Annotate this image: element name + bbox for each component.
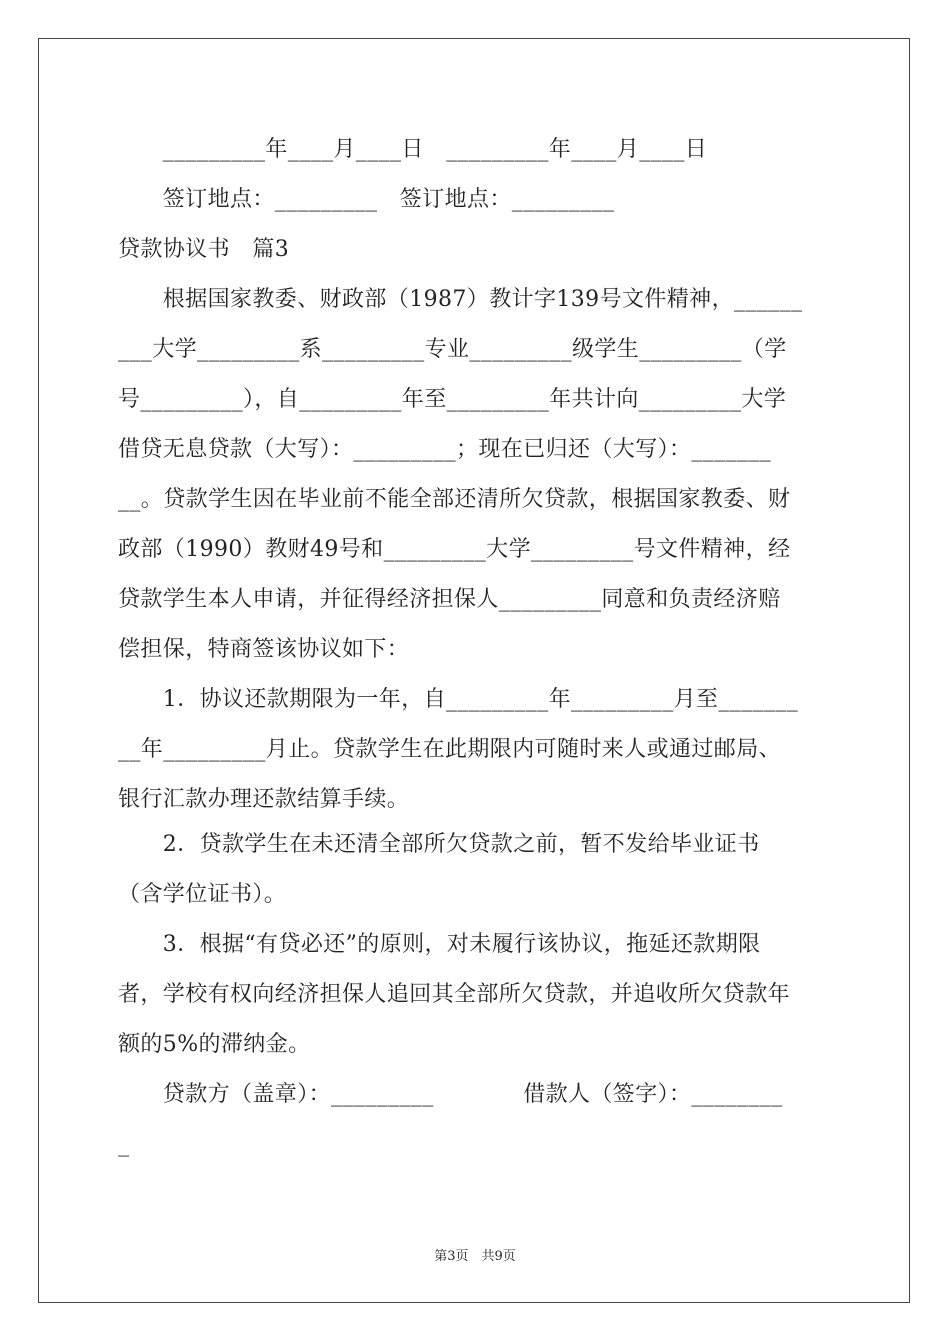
- clause-1-line: 1．协议还款期限为一年，自_________年_________月至_______: [118, 687, 799, 712]
- date-line: _________年____月____日 _________年____月____日: [118, 137, 708, 162]
- clause-2-line: （含学位证书）。: [118, 882, 287, 907]
- paragraph-line: ___大学_________系_________专业_________级学生_________（学: [118, 337, 787, 362]
- page-border: [38, 38, 910, 1303]
- clause-3-line: 额的5%的滞纳金。: [118, 1032, 311, 1057]
- clause-3-line: 者，学校有权向经济担保人追回其全部所欠贷款，并追收所欠贷款年: [118, 982, 791, 1007]
- paragraph-line: 政部（1990）教财49号和_________大学_________号文件精神，经: [118, 537, 791, 562]
- signature-line: 贷款方（盖章）：_________ 借款人（签字）：________: [118, 1082, 783, 1107]
- paragraph-line: 借贷无息贷款（大写）：_________；现在已归还（大写）：_______: [118, 437, 772, 462]
- paragraph-line: __。贷款学生因在毕业前不能全部还清所欠贷款，根据国家教委、财: [118, 487, 791, 512]
- clause-1-line: __年_________月止。贷款学生在此期限内可随时来人或通过邮局、: [118, 737, 782, 762]
- paragraph-line: 号_________），自_________年至_________年共计向_________大学: [118, 387, 787, 412]
- paragraph-line: 偿担保，特商签该协议如下：: [118, 637, 410, 662]
- signature-line-continued: _: [118, 1132, 130, 1157]
- section-heading: 贷款协议书 篇3: [118, 237, 290, 262]
- clause-3-line: 3．根据“有贷必还”的原则，对未履行该协议，拖延还款期限: [118, 932, 761, 957]
- paragraph-line: 根据国家教委、财政部（1987）教计字139号文件精神，______: [118, 287, 803, 312]
- clause-2-line: 2．贷款学生在未还清全部所欠贷款之前，暂不发给毕业证书: [118, 832, 760, 857]
- signing-place-line: 签订地点：_________ 签订地点：_________: [118, 187, 615, 212]
- paragraph-line: 贷款学生本人申请，并征得经济担保人_________同意和负责经济赔: [118, 587, 781, 612]
- page-number: 第3页 共9页: [434, 1249, 516, 1264]
- clause-1-line: 银行汇款办理还款结算手续。: [118, 787, 410, 812]
